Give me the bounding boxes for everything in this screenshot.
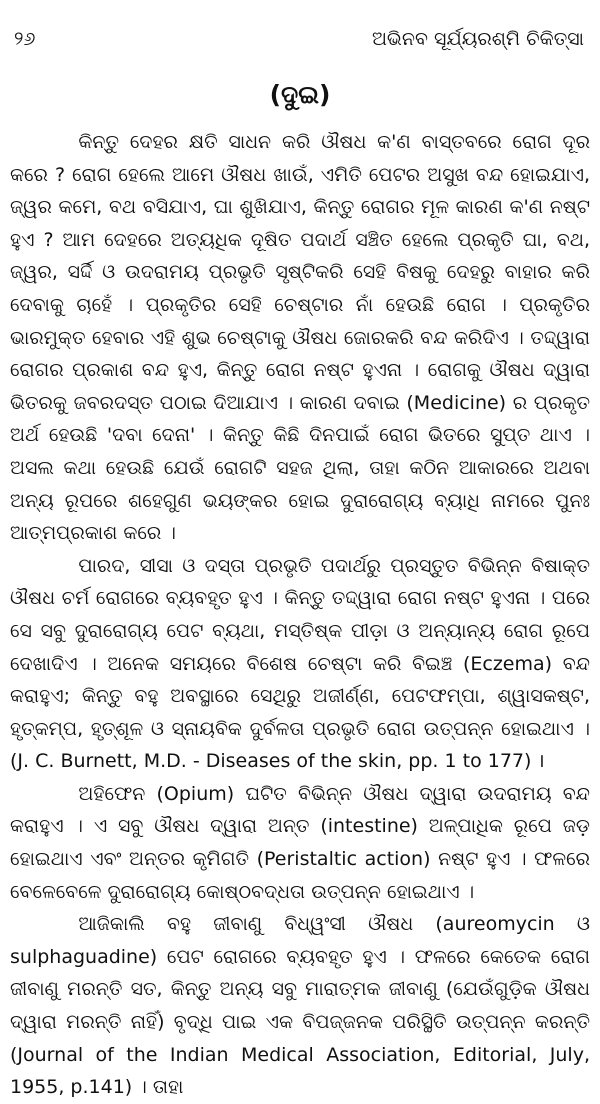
paragraph: କିନ୍ତୁ ଦେହର କ୍ଷତି ସାଧନ କରି ଔଷଧ କ'ଣ ବାସ୍ତବରେ ରୋଗ ଦୂର କରେ ? ରୋଗ ହେଲେ ଆମେ ଔଷଧ ଖାଉଁ, ଏମିତି ପେଟର ଅସୁଖ ବନ୍ଦ ହୋଇଯାଏ, ଜ୍ୱର କମେ, ବଥ ବସିଯାଏ, ଘା ଶୁଖିଯାଏ, କିନ୍ତୁ ରୋଗର ମୂଳ କାରଣ କ'ଣ ନଷ୍ଟ ହୁଏ ? ଆମ ଦେହରେ ଅତ୍ୟଧିକ ଦୂଷିତ ପଦାର୍ଥ ସଞ୍ଚିତ ହେଲେ ପ୍ରକୃତି ଘା, ବଥ, ଜ୍ୱର, ସର୍ଦ୍ଦି ଓ ଉଦରାମୟ ପ୍ରଭୃତି ସୃଷ୍ଟିକରି ସେହି ବିଷକୁ ଦେହରୁ ବାହାର କରି ଦେବାକୁ ଚାହେଁ । ପ୍ରକୃତିର ସେହି ଚେଷ୍ଟାର ନାଁ ହେଉଛି ରୋଗ । ପ୍ରକୃତିର ଭାରମୁକ୍ତ ହେବାର ଏହି ଶୁଭ ଚେଷ୍ଟାକୁ ଔଷଧ ଜୋରକରି ବନ୍ଦ କରିଦିଏ । ତଦ୍ଦ୍ୱାରା ରୋଗର ପ୍ରକାଶ ବନ୍ଦ ହୁଏ, କିନ୍ତୁ ରୋଗ ନଷ୍ଟ ହୁଏନା । ରୋଗକୁ ଔଷଧ ଦ୍ୱାରା ଭିତରକୁ ଜବରଦସ୍ତ ପଠାଇ ଦିଆଯାଏ । କାରଣ ଦବାଇ (Medicine) ର ପ୍ରକୃତ ଅର୍ଥ ହେଉଛି 'ଦବା ଦେନା' । କିନ୍ତୁ କିଛି ଦିନପାଇଁ ରୋଗ ଭିତରେ ସୁପ୍ତ ଥାଏ । ଅସଲ କଥା ହେଉଛି ଯେଉଁ ରୋଗଟି ସହଜ ଥିଲା, ତାହା କଠିନ ଆକାରରେ ଅଥବା ଅନ୍ୟ ରୂପରେ ଶହେଗୁଣ ଭୟଙ୍କର ହୋଇ ଦୁରାରୋଗ୍ୟ ବ୍ୟାଧି ନାମରେ ପୁନଃ ଆତ୍ମପ୍ରକାଶ କରେ । <box>10 131 590 545</box>
body-text <box>10 126 590 1104</box>
paragraph: ଆଜିକାଲି ବହୁ ଜୀବାଣୁ ବିଧ୍ୱଂସୀ ଔଷଧ (aureomycin ଓ sulphaguadine) ପେଟ ରୋଗରେ ବ୍ୟବହୃତ ହୁଏ । ଫଳରେ କେତେକ ରୋଗ ଜୀବାଣୁ ମରନ୍ତି ସତ, କିନ୍ତୁ ଅନ୍ୟ ସବୁ ମାରାତ୍ମକ ଜୀବାଣୁ (ଯେଉଁଗୁଡ଼ିକ ଔଷଧ ଦ୍ୱାରା ମରନ୍ତି ନାହିଁ) ବୃଦ୍ଧି ପାଇ ଏକ ବିପଜ୍ଜନକ ପରିସ୍ଥିତି ଉତ୍ପନ୍ନ କରନ୍ତି (Journal of the Indian Medical Association, Editorial, July, 1955, p.141) । ତାହା <box>10 913 590 1099</box>
paragraph: ପାରଦ, ସୀସା ଓ ଦସ୍ତା ପ୍ରଭୃତି ପଦାର୍ଥରୁ ପ୍ରସ୍ତୁତ ବିଭିନ୍ନ ବିଷାକ୍ତ ଔଷଧ ଚର୍ମ ରୋଗରେ ବ୍ୟବହୃତ ହୁଏ । କିନ୍ତୁ ତଦ୍ଦ୍ୱାରା ରୋଗ ନଷ୍ଟ ହୁଏନା । ପରେ ସେ ସବୁ ଦୁରାରୋଗ୍ୟ ପେଟ ବ୍ୟଥା, ମସ୍ତିଷ୍କ ପୀଡ଼ା ଓ ଅନ୍ୟାନ୍ୟ ରୋଗ ରୂପେ ଦେଖାଦିଏ । ଅନେକ ସମୟରେ ବିଶେଷ ଚେଷ୍ଟା କରି ବିଇଞ୍ଚ (Eczema) ବନ୍ଦ କରାହୁଏ; କିନ୍ତୁ ବହୁ ଅବସ୍ଥାରେ ସେଥିରୁ ଅଜୀର୍ଣ୍ଣ, ପେଟଫମ୍ପା, ଶ୍ୱାସକଷ୍ଟ, ହୃତ୍‌କମ୍ପ, ହୃତ୍‌ଶୂଳ ଓ ସ୍ନାୟବିକ ଦୁର୍ବଳତା ପ୍ରଭୃତି ରୋଗ ଉତ୍ପନ୍ନ ହୋଇଥାଏ । (J. C. Burnett, M.D. - Diseases of the skin, pp. 1 to 177) । <box>10 554 590 773</box>
page-number: ୨୬ <box>14 28 36 50</box>
book-title: ଅଭିନବ ସୂର୍ଯ୍ୟରଶ୍ମି ଚିକିତ୍ସା <box>371 28 584 50</box>
chapter-heading: (ଦୁଇ) <box>269 80 331 109</box>
paragraph: ଅହିଫେନ (Opium) ଘଟିତ ବିଭିନ୍ନ ଔଷଧ ଦ୍ୱାରା ଉଦରାମୟ ବନ୍ଦ କରାହୁଏ । ଏ ସବୁ ଔଷଧ ଦ୍ୱାରା ଅନ୍ତ (intestine) ଅଳ୍ପାଧିକ ରୂପେ ଜଡ଼ ହୋଇଥାଏ ଏବଂ ଅନ୍ତର କୃମିଗତି (Peristaltic action) ନଷ୍ଟ ହୁଏ । ଫଳରେ ବେଳେବେଳେ ଦୁରାରୋଗ୍ୟ କୋଷ୍ଠବଦ୍ଧତା ଉତ୍ପନ୍ନ ହୋଇଥାଏ । <box>10 782 590 903</box>
running-header <box>10 28 590 60</box>
